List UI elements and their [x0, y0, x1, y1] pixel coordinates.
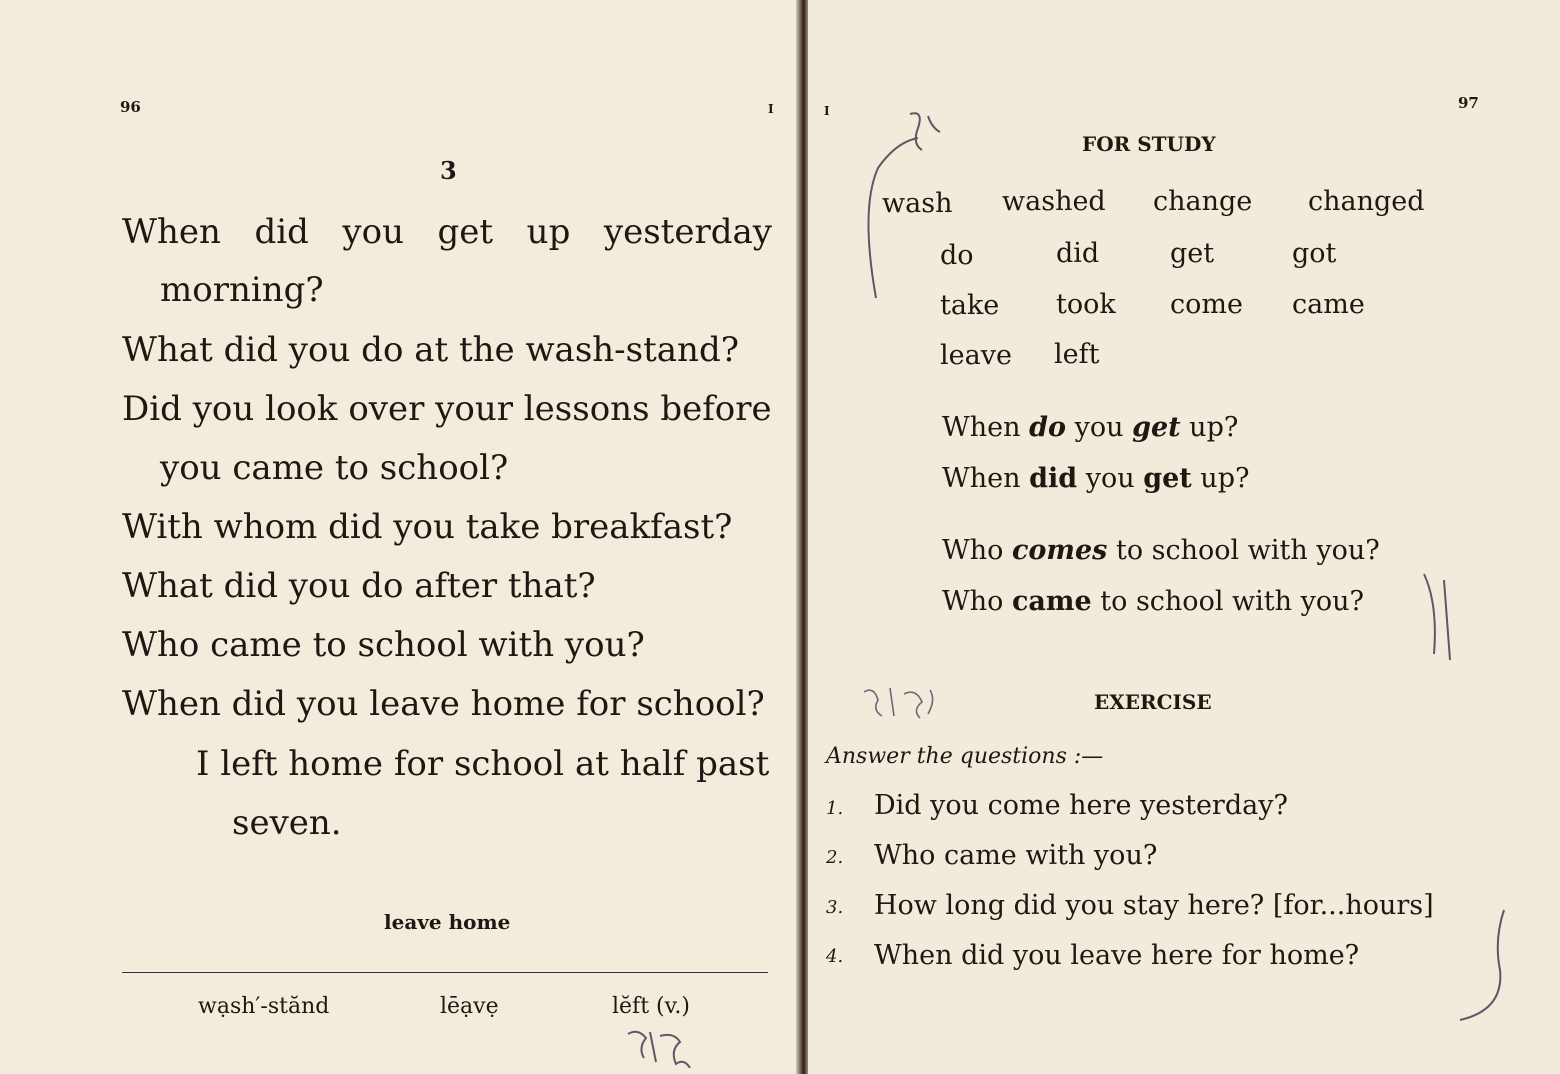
verb-leave: leave: [940, 340, 1012, 371]
example-verb: do: [1029, 412, 1066, 443]
example-text: Who: [942, 586, 1012, 617]
verb-did: did: [1056, 238, 1100, 269]
word: up: [526, 212, 571, 252]
picture-caption: leave home: [384, 910, 511, 934]
exercise-question-4: When did you leave here for home?: [874, 940, 1360, 971]
verb-came: came: [1292, 289, 1365, 320]
verb-change: change: [1153, 186, 1253, 217]
for-study-heading: FOR STUDY: [1082, 132, 1216, 156]
question-line-6: With whom did you take breakfast?: [122, 507, 733, 547]
verb-took: took: [1056, 289, 1116, 320]
exercise-number-4: 4.: [826, 946, 844, 967]
margin-mark-right: I: [824, 104, 830, 118]
example-text: up?: [1191, 463, 1250, 494]
page-number-right: 97: [1458, 94, 1479, 112]
question-line-1: [122, 212, 772, 252]
page-number-left: 96: [120, 98, 141, 116]
pencil-bracket-bottom: [1448, 900, 1508, 1030]
verb-come: come: [1170, 289, 1243, 320]
exercise-number-2: 2.: [826, 847, 844, 868]
example-text: to school with you?: [1091, 586, 1364, 617]
example-verb: came: [1011, 586, 1092, 617]
example-text: Who: [942, 535, 1012, 566]
pencil-note: [856, 682, 956, 722]
verb-washed: washed: [1002, 186, 1106, 217]
right-page: [808, 0, 1560, 1074]
question-line-2: morning?: [160, 270, 324, 310]
exercise-question-3: How long did you stay here? [for...hours]: [874, 890, 1434, 921]
answer-line-2: seven.: [232, 803, 342, 843]
exercise-heading: EXERCISE: [1094, 690, 1212, 714]
verb-do: do: [940, 240, 974, 271]
question-line-3: What did you do at the wash-stand?: [122, 330, 739, 370]
exercise-question-1: Did you come here yesterday?: [874, 790, 1288, 821]
example-text: When: [942, 463, 1030, 494]
verb-left: left: [1054, 339, 1100, 370]
verb-changed: changed: [1308, 186, 1425, 217]
exercise-question-2: Who came with you?: [874, 840, 1158, 871]
example-verb: get: [1143, 463, 1192, 494]
vocab-word-1: wạsh′-stănd: [198, 994, 330, 1019]
pencil-annotation-left: [620, 1024, 700, 1068]
verb-got: got: [1292, 238, 1337, 269]
example-text: you: [1077, 463, 1144, 494]
example-past-2: [942, 586, 1364, 617]
answer-line-1: I left home for school at half past: [196, 744, 770, 784]
word: When: [122, 212, 221, 252]
pencil-mark-right: [1418, 570, 1458, 670]
example-verb: comes: [1011, 535, 1108, 566]
question-line-5: you came to school?: [160, 448, 509, 488]
word: you: [342, 212, 404, 252]
example-past-1: [942, 463, 1249, 494]
example-text: up?: [1180, 412, 1239, 443]
vocab-word-2: lēạvẹ: [440, 994, 499, 1019]
question-line-8: Who came to school with you?: [122, 625, 645, 665]
question-line-4: Did you look over your lessons before: [122, 389, 772, 429]
word: get: [437, 212, 494, 252]
vocabulary-divider: [122, 972, 768, 973]
example-text: When: [942, 412, 1030, 443]
word: did: [254, 212, 309, 252]
question-line-9: When did you leave home for school?: [122, 684, 765, 724]
vocab-word-3: lĕft (v.): [612, 994, 691, 1019]
example-present-2: [942, 535, 1380, 566]
example-verb: get: [1132, 412, 1181, 443]
question-line-7: What did you do after that?: [122, 566, 596, 606]
example-present-1: [942, 412, 1238, 443]
exercise-number-3: 3.: [826, 897, 844, 918]
word: yesterday: [603, 212, 772, 252]
margin-mark-left: I: [768, 102, 774, 116]
lesson-number: 3: [440, 156, 457, 185]
example-verb: did: [1029, 463, 1078, 494]
verb-get: get: [1170, 238, 1215, 269]
verb-wash: wash: [882, 188, 953, 219]
exercise-number-1: 1.: [826, 798, 844, 819]
example-text: you: [1065, 412, 1133, 443]
exercise-instruction: Answer the questions :—: [826, 744, 1104, 769]
example-text: to school with you?: [1107, 535, 1380, 566]
verb-take: take: [940, 290, 1000, 321]
